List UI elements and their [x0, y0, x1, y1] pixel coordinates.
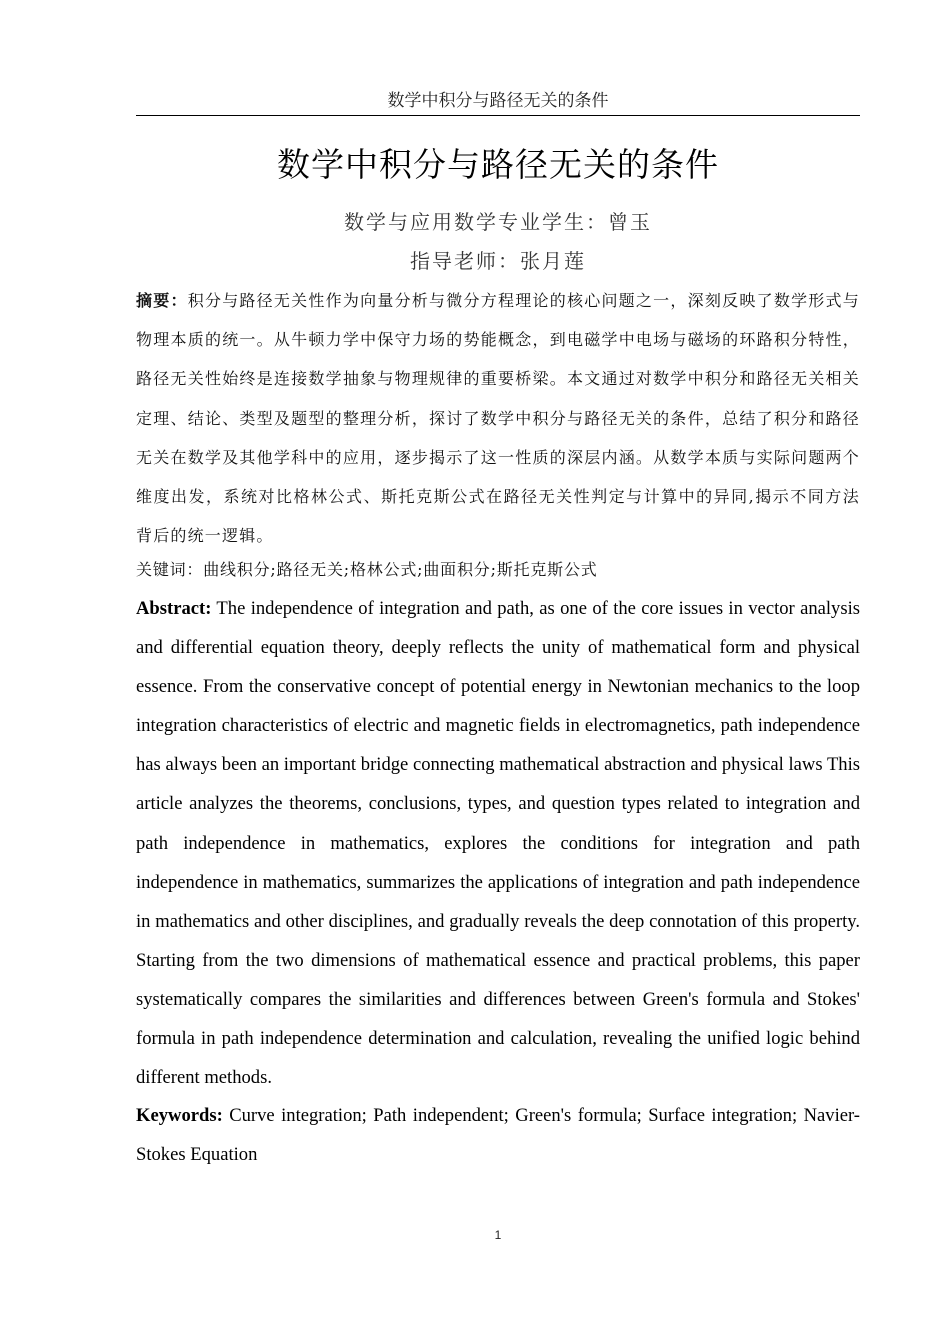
header-divider: [136, 115, 860, 116]
keywords-english: [136, 1096, 860, 1174]
page-number: 1: [494, 1228, 502, 1242]
author-line: 数学与应用数学专业学生：曾玉: [344, 210, 652, 234]
keywords-chinese-label: 关键词：: [136, 560, 204, 579]
abstract-chinese: [136, 281, 860, 555]
keywords-english-text: Curve integration; Path independent; Green's formula; Surface integration; Navier-Stokes Equation: [136, 1105, 860, 1166]
abstract-english: [136, 589, 860, 1097]
page-title: 数学中积分与路径无关的条件: [277, 145, 719, 184]
abstract-english-label: Abstract:: [136, 598, 212, 619]
advisor-line: 指导老师：张月莲: [410, 249, 586, 273]
abstract-english-text: The independence of integration and path, as one of the core issues in vector analysis and differential equation theory, deeply reflects the unity of mathematical form and physical essence. From the conservative concept of potential energy in Newtonian mechanics to the loop integration characteristics of electric and magnetic fields in electromagnetics, path independence has always been an important bridge connecting mathematical abstraction and physical laws This article analyzes the theorems, conclusions, types, and question types related to integration and path independence in mathematics, explores the conditions for integration and path independence in mathematics, summarizes the applications of integration and path independence in mathematics and other disciplines, and gradually reveals the deep connotation of this property. Starting from the two dimensions of mathematical essence and practical problems, this paper systematically compares the similarities and differences between Green's formula and Stokes' formula in path independence determination and calculation, revealing the unified logic behind different methods.: [136, 598, 860, 1089]
running-header: 数学中积分与路径无关的条件: [387, 91, 609, 111]
keywords-chinese: [136, 554, 860, 586]
keywords-english-label: Keywords:: [136, 1105, 223, 1126]
abstract-chinese-label: 摘要：: [136, 291, 188, 310]
abstract-chinese-text: 积分与路径无关性作为向量分析与微分方程理论的核心问题之一，深刻反映了数学形式与物理本质的统一。从牛顿力学中保守力场的势能概念，到电磁学中电场与磁场的环路积分特性，路径无关性始终是连接数学抽象与物理规律的重要桥梁。本文通过对数学中积分和路径无关相关定理、结论、类型及题型的整理分析，探讨了数学中积分与路径无关的条件，总结了积分和路径无关在数学及其他学科中的应用，逐步揭示了这一性质的深层内涵。从数学本质与实际问题两个维度出发，系统对比格林公式、斯托克斯公式在路径无关性判定与计算中的异同,揭示不同方法背后的统一逻辑。: [136, 291, 860, 546]
keywords-chinese-text: 曲线积分;路径无关;格林公式;曲面积分;斯托克斯公式: [203, 560, 598, 579]
